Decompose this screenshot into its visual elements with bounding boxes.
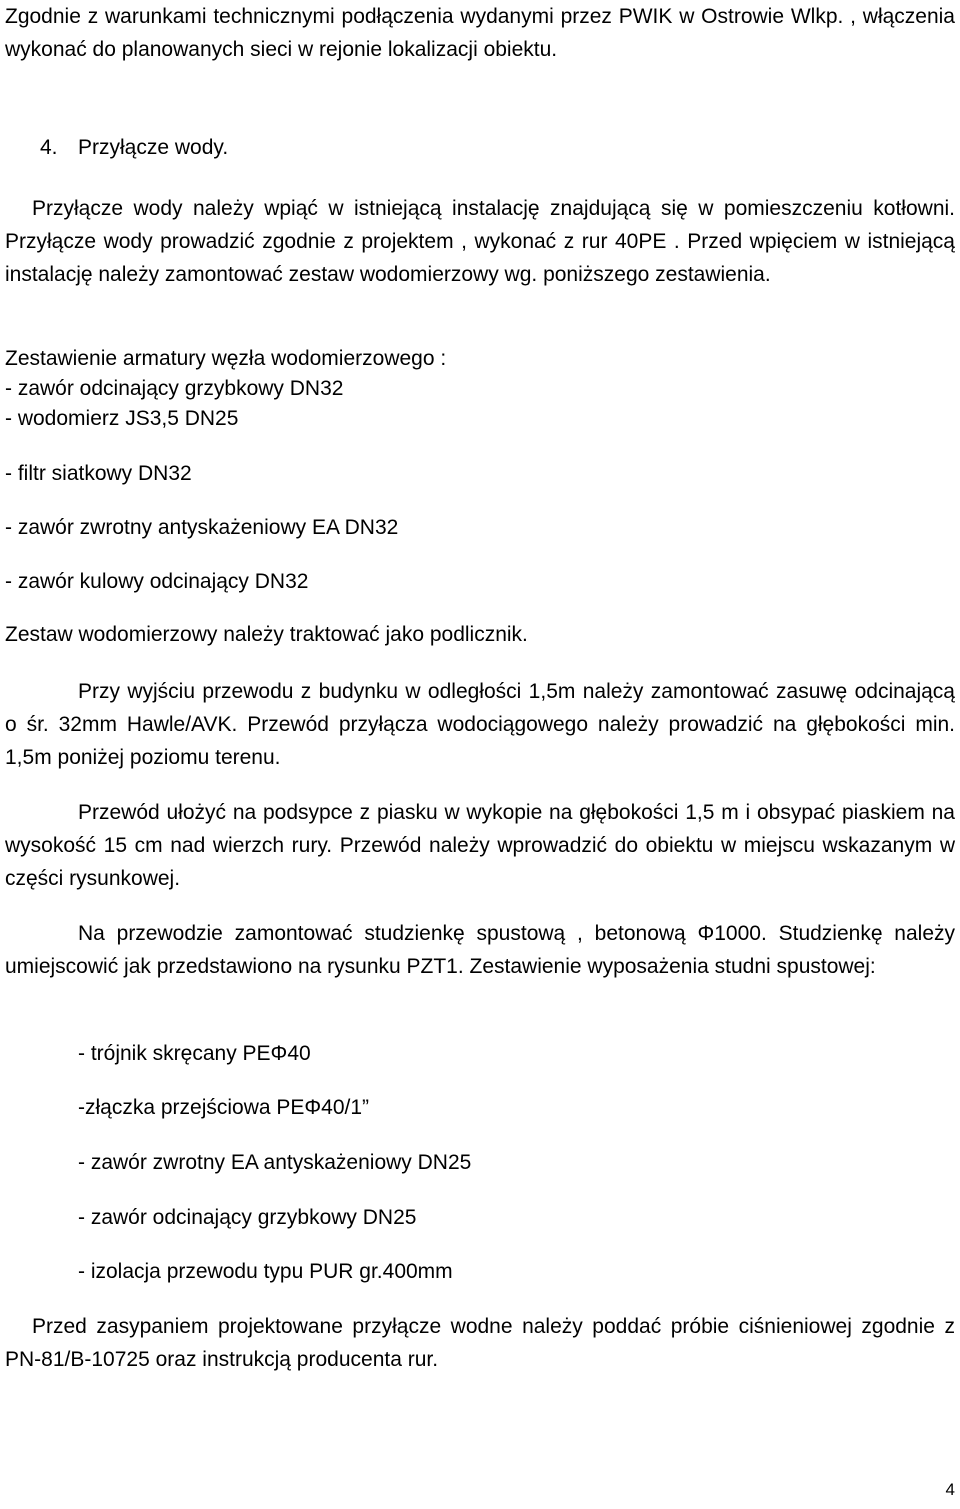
well-item: - zawór zwrotny EA antyskażeniowy DN25 <box>78 1151 472 1174</box>
bedding-paragraph: Przewód ułożyć na podsypce z piasku w wykopie na głębokości 1,5 m i obsypać piaskiem na wysokość 15 cm nad wierzch rury. Przewód należy wprowadzić do obiektu w miejscu wskazanym w części rysunkowej. <box>5 801 955 890</box>
section-heading <box>40 133 228 163</box>
pressure-test-paragraph: Przed zasypaniem projektowane przyłącze wodne należy poddać próbie ciśnieniowej zgodnie z PN-81/B-10725 oraz instrukcją producenta rur. <box>5 1315 955 1371</box>
meter-set-heading: Zestawienie armatury węzła wodomierzowego : <box>5 347 447 370</box>
well-item: - izolacja przewodu typu PUR gr.400mm <box>78 1260 453 1283</box>
section-title: Przyłącze wody. <box>78 136 229 159</box>
meter-set-item: - wodomierz JS3,5 DN25 <box>5 407 239 430</box>
well-item: - trójnik skręcany PEΦ40 <box>78 1042 311 1065</box>
section-number: 4. <box>40 136 58 159</box>
well-item: - zawór odcinający grzybkowy DN25 <box>78 1206 417 1229</box>
page-number: 4 <box>945 1480 955 1499</box>
connection-paragraph: Przyłącze wody należy wpiąć w istniejącą instalację znajdującą się w pomieszczeniu kotłowni. Przyłącze wody prowadzić zgodnie z projektem , wykonać z rur 40PE . Przed wpięciem w istniejącą instalację należy zamontować zestaw wodomierzowy wg. poniższego zestawienia. <box>5 197 955 286</box>
intro-paragraph: Zgodnie z warunkami technicznymi podłączenia wydanymi przez PWIK w Ostrowie Wlkp. , włączenia wykonać do planowanych sieci w rejonie lokalizacji obiektu. <box>5 5 955 61</box>
meter-set-note: Zestaw wodomierzowy należy traktować jako podlicznik. <box>5 623 528 646</box>
drain-well-paragraph: Na przewodzie zamontować studzienkę spustową , betonową Φ1000. Studzienkę należy umiejscowić jak przedstawiono na rysunku PZT1. Zestawienie wyposażenia studni spustowej: <box>5 922 955 978</box>
meter-set-item: - zawór zwrotny antyskażeniowy EA DN32 <box>5 516 399 539</box>
meter-set-item: - zawór kulowy odcinający DN32 <box>5 570 309 593</box>
valve-paragraph: Przy wyjściu przewodu z budynku w odległości 1,5m należy zamontować zasuwę odcinającą o śr. 32mm Hawle/AVK. Przewód przyłącza wodociągowego należy prowadzić na głębokości min. 1,5m poniżej poziomu terenu. <box>5 680 955 769</box>
meter-set-item: - filtr siatkowy DN32 <box>5 462 192 485</box>
well-item: -złączka przejściowa PEΦ40/1” <box>78 1096 370 1119</box>
meter-set-item: - zawór odcinający grzybkowy DN32 <box>5 377 344 400</box>
